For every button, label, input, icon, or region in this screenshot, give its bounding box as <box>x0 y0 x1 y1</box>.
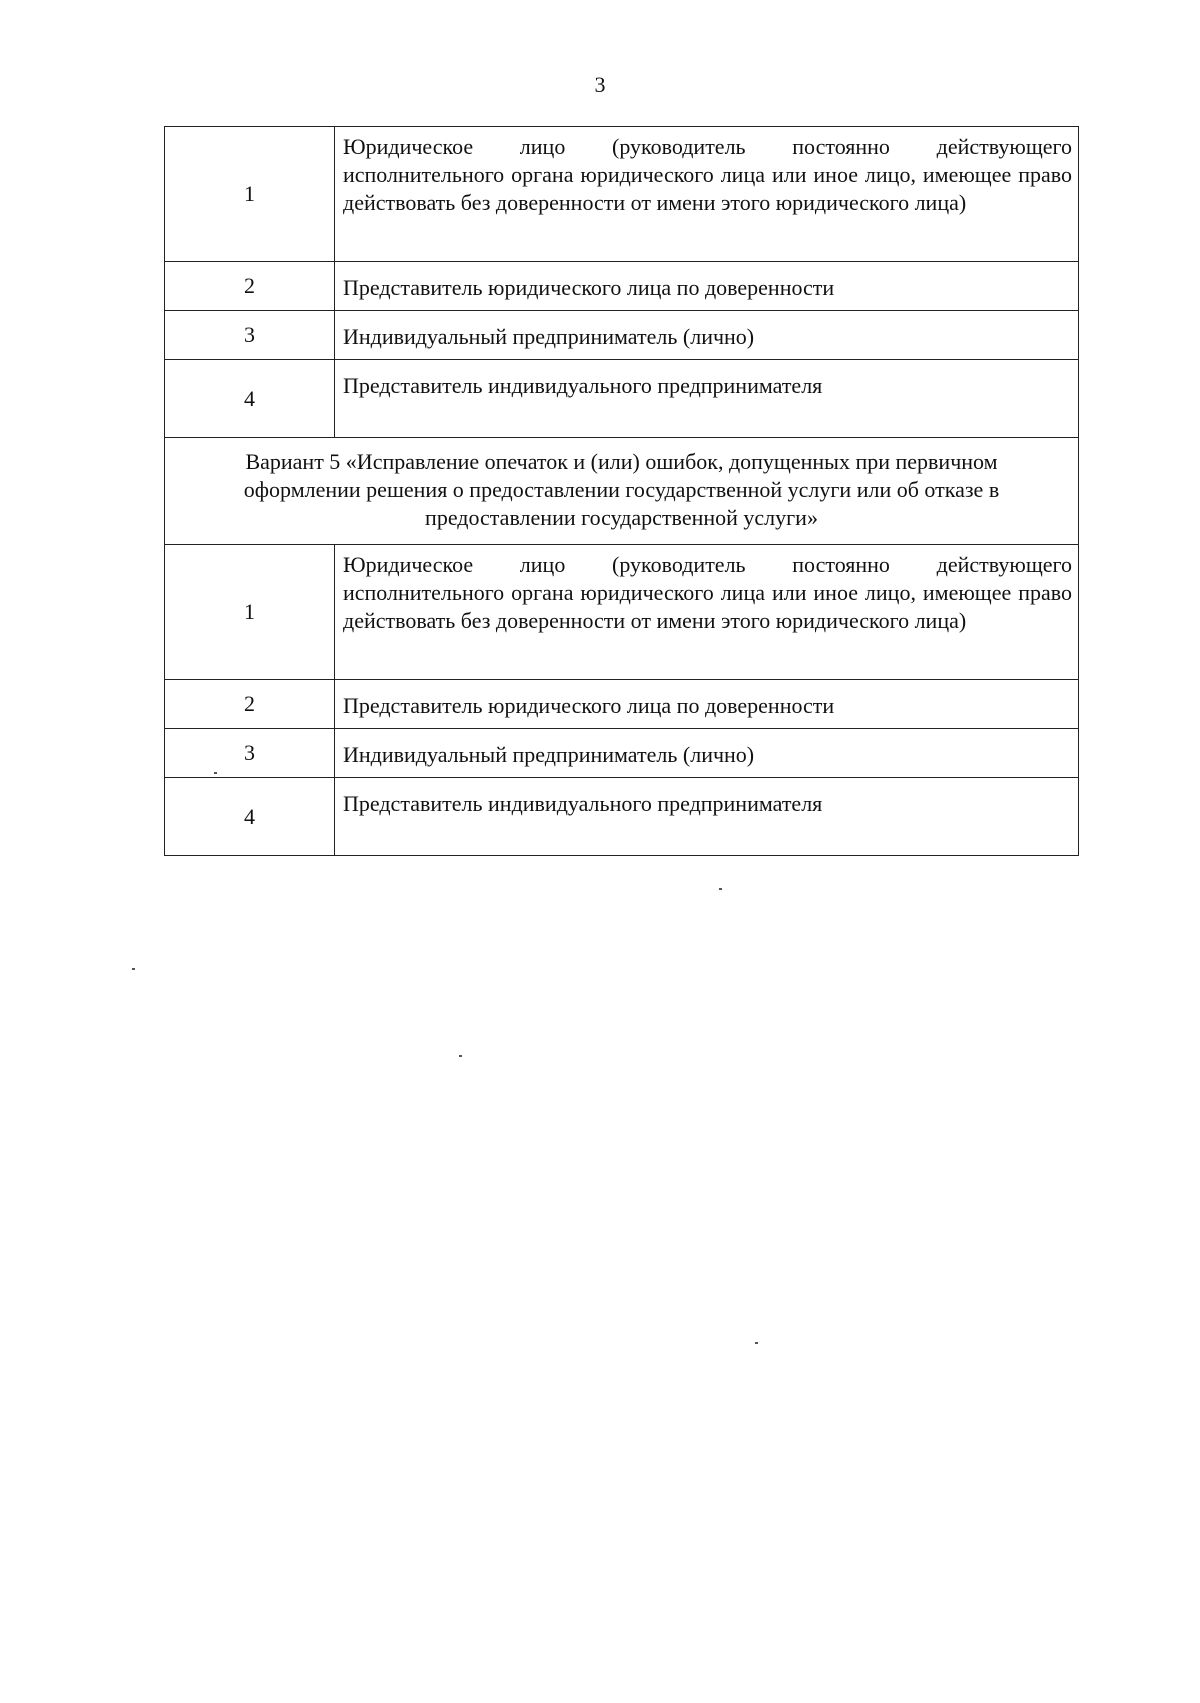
variant-heading-row <box>165 438 1079 545</box>
table-row <box>165 360 1079 438</box>
table-row <box>165 778 1079 856</box>
table-row <box>165 680 1079 729</box>
row-description: Юридическое лицо (руководитель постоянно действующего исполнительного органа юридического лица или иное лицо, имеющее право действовать без доверенности от имени этого юридического лица) <box>335 545 1079 680</box>
scan-speck <box>214 772 217 774</box>
row-number: 3 <box>165 729 335 778</box>
scan-speck <box>755 1342 758 1344</box>
row-number: 2 <box>165 680 335 729</box>
applicant-categories-table <box>164 126 1079 856</box>
table-row <box>165 545 1079 680</box>
row-description: Представитель юридического лица по доверенности <box>335 262 1079 311</box>
row-description: Индивидуальный предприниматель (лично) <box>335 311 1079 360</box>
row-number: 3 <box>165 311 335 360</box>
row-number: 4 <box>165 778 335 856</box>
scan-speck <box>459 1055 462 1057</box>
page-number: 3 <box>594 72 606 97</box>
scan-speck <box>132 968 135 970</box>
scan-speck <box>719 888 722 890</box>
variant-heading: Вариант 5 «Исправление опечаток и (или) ошибок, допущенных при первичном оформлении решения о предоставлении государственной услуги или об отказе в предоставлении государственной услуги» <box>165 438 1079 545</box>
row-description: Представитель индивидуального предпринимателя <box>335 360 1079 438</box>
table-row <box>165 311 1079 360</box>
row-number: 4 <box>165 360 335 438</box>
row-number: 1 <box>165 127 335 262</box>
row-description: Представитель индивидуального предпринимателя <box>335 778 1079 856</box>
row-number: 2 <box>165 262 335 311</box>
table-row <box>165 127 1079 262</box>
row-description: Индивидуальный предприниматель (лично) <box>335 729 1079 778</box>
table-row <box>165 262 1079 311</box>
table-row <box>165 729 1079 778</box>
row-description: Представитель юридического лица по доверенности <box>335 680 1079 729</box>
row-number: 1 <box>165 545 335 680</box>
row-description: Юридическое лицо (руководитель постоянно действующего исполнительного органа юридического лица или иное лицо, имеющее право действовать без доверенности от имени этого юридического лица) <box>335 127 1079 262</box>
